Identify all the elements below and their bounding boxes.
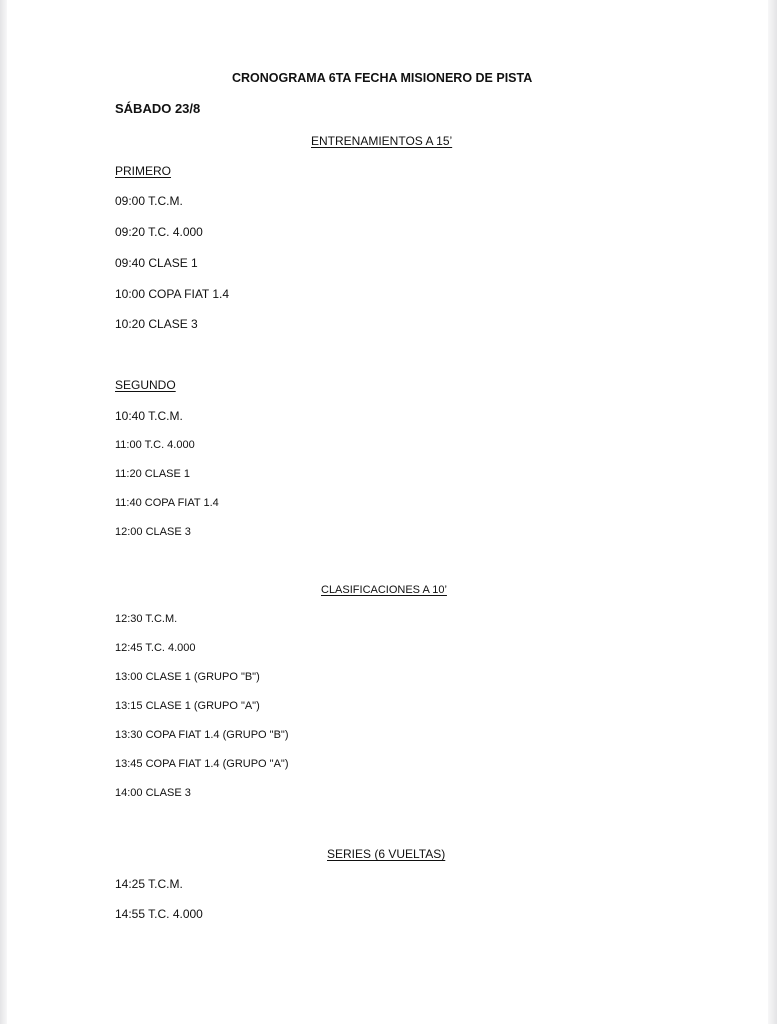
schedule-item: 09:00 T.C.M.	[115, 194, 183, 208]
schedule-item: 09:20 T.C. 4.000	[115, 225, 203, 239]
section-heading-series: SERIES (6 VUELTAS)	[327, 847, 446, 861]
schedule-item: 09:40 CLASE 1	[115, 256, 198, 270]
schedule-item: 10:20 CLASE 3	[115, 317, 198, 331]
schedule-item: 12:45 T.C. 4.000	[115, 642, 196, 654]
section-heading-entrenamientos: ENTRENAMIENTOS A 15’	[311, 134, 453, 148]
section-heading-clasificaciones: CLASIFICACIONES A 10’	[321, 584, 447, 596]
schedule-item: 12:00 CLASE 3	[115, 526, 191, 538]
schedule-item: 13:15 CLASE 1 (GRUPO "A")	[115, 700, 260, 712]
schedule-item: 13:45 COPA FIAT 1.4 (GRUPO "A")	[115, 758, 289, 770]
schedule-item: 11:40 COPA FIAT 1.4	[115, 497, 219, 509]
group-label-primero: PRIMERO	[115, 164, 172, 178]
page-edge-left	[0, 0, 7, 1024]
schedule-item: 11:00 T.C. 4.000	[115, 439, 195, 451]
schedule-item: 14:25 T.C.M.	[115, 877, 183, 891]
schedule-item: 14:55 T.C. 4.000	[115, 907, 203, 921]
group-label-segundo: SEGUNDO	[115, 378, 176, 392]
schedule-item: 13:00 CLASE 1 (GRUPO "B")	[115, 671, 260, 683]
schedule-item: 13:30 COPA FIAT 1.4 (GRUPO "B")	[115, 729, 289, 741]
schedule-item: 10:00 COPA FIAT 1.4	[115, 287, 230, 301]
schedule-item: 10:40 T.C.M.	[115, 409, 183, 423]
day-heading: SÁBADO 23/8	[115, 101, 201, 116]
schedule-item: 12:30 T.C.M.	[115, 613, 178, 625]
document-title: CRONOGRAMA 6TA FECHA MISIONERO DE PISTA	[232, 71, 533, 85]
schedule-item: 14:00 CLASE 3	[115, 787, 191, 799]
schedule-item: 11:20 CLASE 1	[115, 468, 191, 480]
page-edge-right	[768, 0, 777, 1024]
